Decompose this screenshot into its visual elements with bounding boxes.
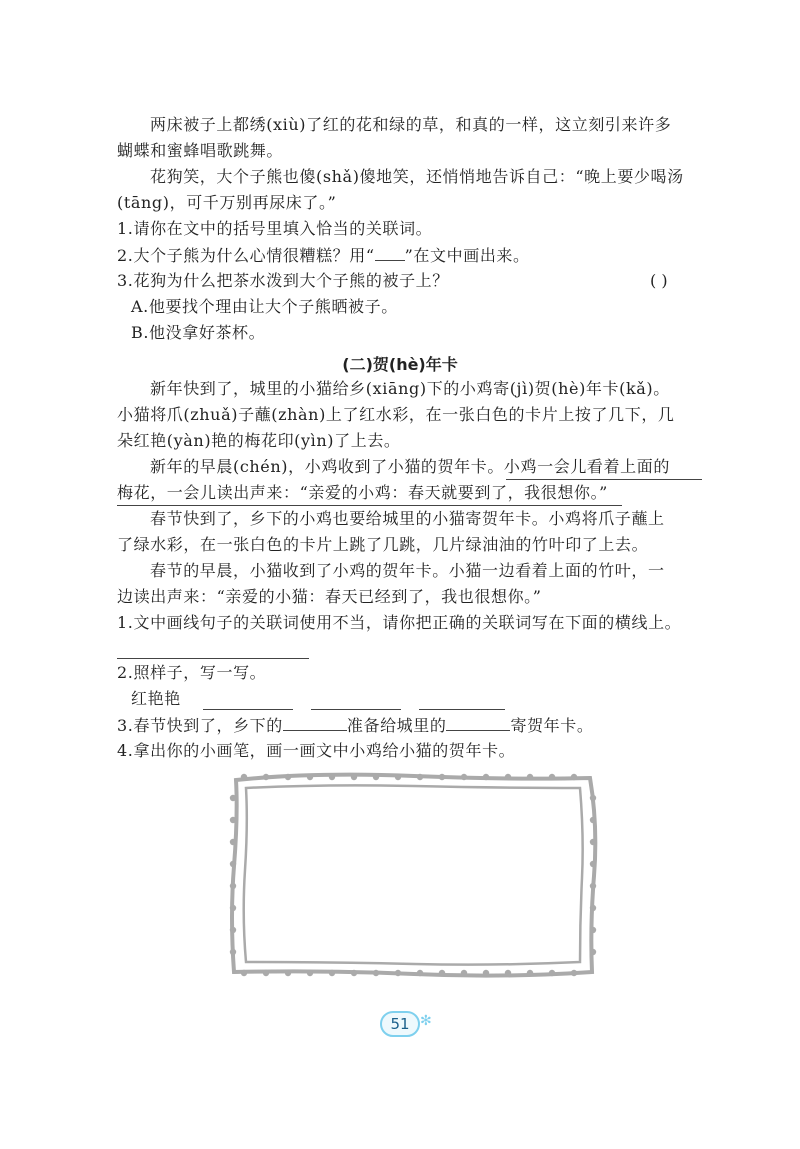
frame-inner-border xyxy=(244,785,583,964)
frame-dot xyxy=(241,774,247,780)
frame-dot xyxy=(373,970,379,976)
frame-dot xyxy=(505,970,511,976)
story-line-2: 小猫将爪(zhuǎ)子蘸(zhàn)上了红水彩，在一张白色的卡片上按了几下，几 xyxy=(117,405,675,424)
frame-dot xyxy=(439,970,445,976)
frame-dot xyxy=(395,774,401,780)
frame-dot xyxy=(590,861,596,867)
frame-dot xyxy=(549,970,555,976)
frame-dot xyxy=(263,774,269,780)
question-1-2-before: 2.大个子熊为什么心情很糟糕？用“ xyxy=(117,246,375,265)
question-1-1: 1.请你在文中的括号里填入恰当的关联词。 xyxy=(117,219,433,238)
example-word: 红艳艳 xyxy=(131,689,181,708)
frame-dot xyxy=(590,795,596,801)
story-line-4: 新年的早晨(chén)，小鸡收到了小猫的贺年卡。小鸡一会儿看着上面的 xyxy=(150,457,670,476)
answer-line-q1[interactable] xyxy=(117,658,309,659)
frame-dot xyxy=(285,970,291,976)
question-1-2-blank[interactable] xyxy=(375,244,405,261)
frame-dot xyxy=(373,774,379,780)
frame-dot xyxy=(395,970,401,976)
frame-dot xyxy=(230,795,236,801)
frame-dot xyxy=(285,774,291,780)
section-title: (二)贺(hè)年卡 xyxy=(342,355,458,374)
frame-dot xyxy=(527,774,533,780)
frame-dot xyxy=(571,774,577,780)
frame-dot xyxy=(590,883,596,889)
frame-dot xyxy=(461,774,467,780)
story-line-6: 春节快到了，乡下的小鸡也要给城里的小猫寄贺年卡。小鸡将爪子蘸上 xyxy=(150,509,665,528)
frame-dot xyxy=(230,883,236,889)
question-2-4: 4.拿出你的小画笔，画一画文中小鸡给小猫的贺年卡。 xyxy=(117,741,516,760)
frame-dots xyxy=(230,774,596,976)
blank-country-chick[interactable] xyxy=(283,714,347,731)
question-2-1: 1.文中画线句子的关联词使用不当，请你把正确的关联词写在下面的横线上。 xyxy=(117,613,682,632)
frame-dot xyxy=(351,774,357,780)
frame-dot xyxy=(329,970,335,976)
frame-dot xyxy=(571,970,577,976)
underline-sentence-part2 xyxy=(117,505,622,506)
frame-dot xyxy=(590,839,596,845)
passage-line-1: 两床被子上都绣(xiù)了红的花和绿的草，和真的一样，这立刻引来许多 xyxy=(150,115,672,134)
frame-dot xyxy=(483,774,489,780)
passage-line-2: 蝴蝶和蜜蜂唱歌跳舞。 xyxy=(117,141,284,160)
frame-dot xyxy=(590,927,596,933)
story-line-5: 梅花，一会儿读出声来：“亲爱的小鸡：春天就要到了，我很想你。” xyxy=(117,483,608,502)
story-line-7: 了绿水彩，在一张白色的卡片上跳了几跳，几片绿油油的竹叶印了上去。 xyxy=(117,535,649,554)
frame-dot xyxy=(230,927,236,933)
frame-dot xyxy=(417,970,423,976)
frame-dot xyxy=(461,970,467,976)
question-1-2 xyxy=(117,244,530,267)
frame-dot xyxy=(505,774,511,780)
frame-dot xyxy=(483,970,489,976)
frame-dot xyxy=(590,949,596,955)
question-2-3 xyxy=(117,714,594,737)
question-1-3: 3.花狗为什么把茶水泼到大个子熊的被子上？ xyxy=(117,271,449,290)
story-line-3: 朵红艳(yàn)艳的梅花印(yìn)了上去。 xyxy=(117,431,401,450)
story-line-9: 边读出声来：“亲爱的小猫：春天已经到了，我也很想你。” xyxy=(117,587,542,606)
blank-city-cat[interactable] xyxy=(446,714,510,731)
question-2-2: 2.照样子，写一写。 xyxy=(117,663,267,682)
frame-dot xyxy=(417,774,423,780)
option-b: B.他没拿好茶杯。 xyxy=(131,323,266,342)
frame-dot xyxy=(230,861,236,867)
page-number: 51 xyxy=(380,1011,420,1037)
frame-dot xyxy=(439,774,445,780)
frame-dot xyxy=(590,817,596,823)
frame-dot xyxy=(590,905,596,911)
question-2-3-part-c: 寄贺年卡。 xyxy=(510,716,594,735)
snowflake-icon: ✻ xyxy=(420,1013,432,1029)
frame-dot xyxy=(307,774,313,780)
frame-dot xyxy=(329,774,335,780)
question-1-2-after: ”在文中画出来。 xyxy=(404,246,530,265)
answer-line-word-1[interactable] xyxy=(203,709,293,710)
drawing-frame[interactable] xyxy=(224,766,602,984)
frame-dot xyxy=(230,817,236,823)
answer-line-word-2[interactable] xyxy=(311,709,401,710)
answer-parentheses[interactable]: ( ) xyxy=(650,271,668,290)
passage-line-3: 花狗笑，大个子熊也傻(shǎ)傻地笑，还悄悄地告诉自己：“晚上要少喝汤 xyxy=(150,167,684,186)
passage-line-4: (tāng)，可千万别再尿床了。” xyxy=(117,193,337,212)
option-a: A.他要找个理由让大个子熊晒被子。 xyxy=(131,297,398,316)
frame-dot xyxy=(549,774,555,780)
frame-dot xyxy=(241,970,247,976)
underline-sentence-part1 xyxy=(506,479,702,480)
frame-dot xyxy=(230,905,236,911)
frame-dot xyxy=(527,970,533,976)
frame-dot xyxy=(230,839,236,845)
frame-dot xyxy=(307,970,313,976)
story-line-8: 春节的早晨，小猫收到了小鸡的贺年卡。小猫一边看着上面的竹叶，一 xyxy=(150,561,665,580)
frame-dot xyxy=(230,949,236,955)
frame-outer-border xyxy=(232,775,595,976)
question-2-3-part-a: 3.春节快到了，乡下的 xyxy=(117,716,283,735)
answer-line-word-3[interactable] xyxy=(419,709,505,710)
story-line-1: 新年快到了，城里的小猫给乡(xiāng)下的小鸡寄(jì)贺(hè)年卡(kǎ)。 xyxy=(150,379,670,398)
question-2-3-part-b: 准备给城里的 xyxy=(346,716,447,735)
frame-dot xyxy=(351,970,357,976)
frame-dot xyxy=(263,970,269,976)
